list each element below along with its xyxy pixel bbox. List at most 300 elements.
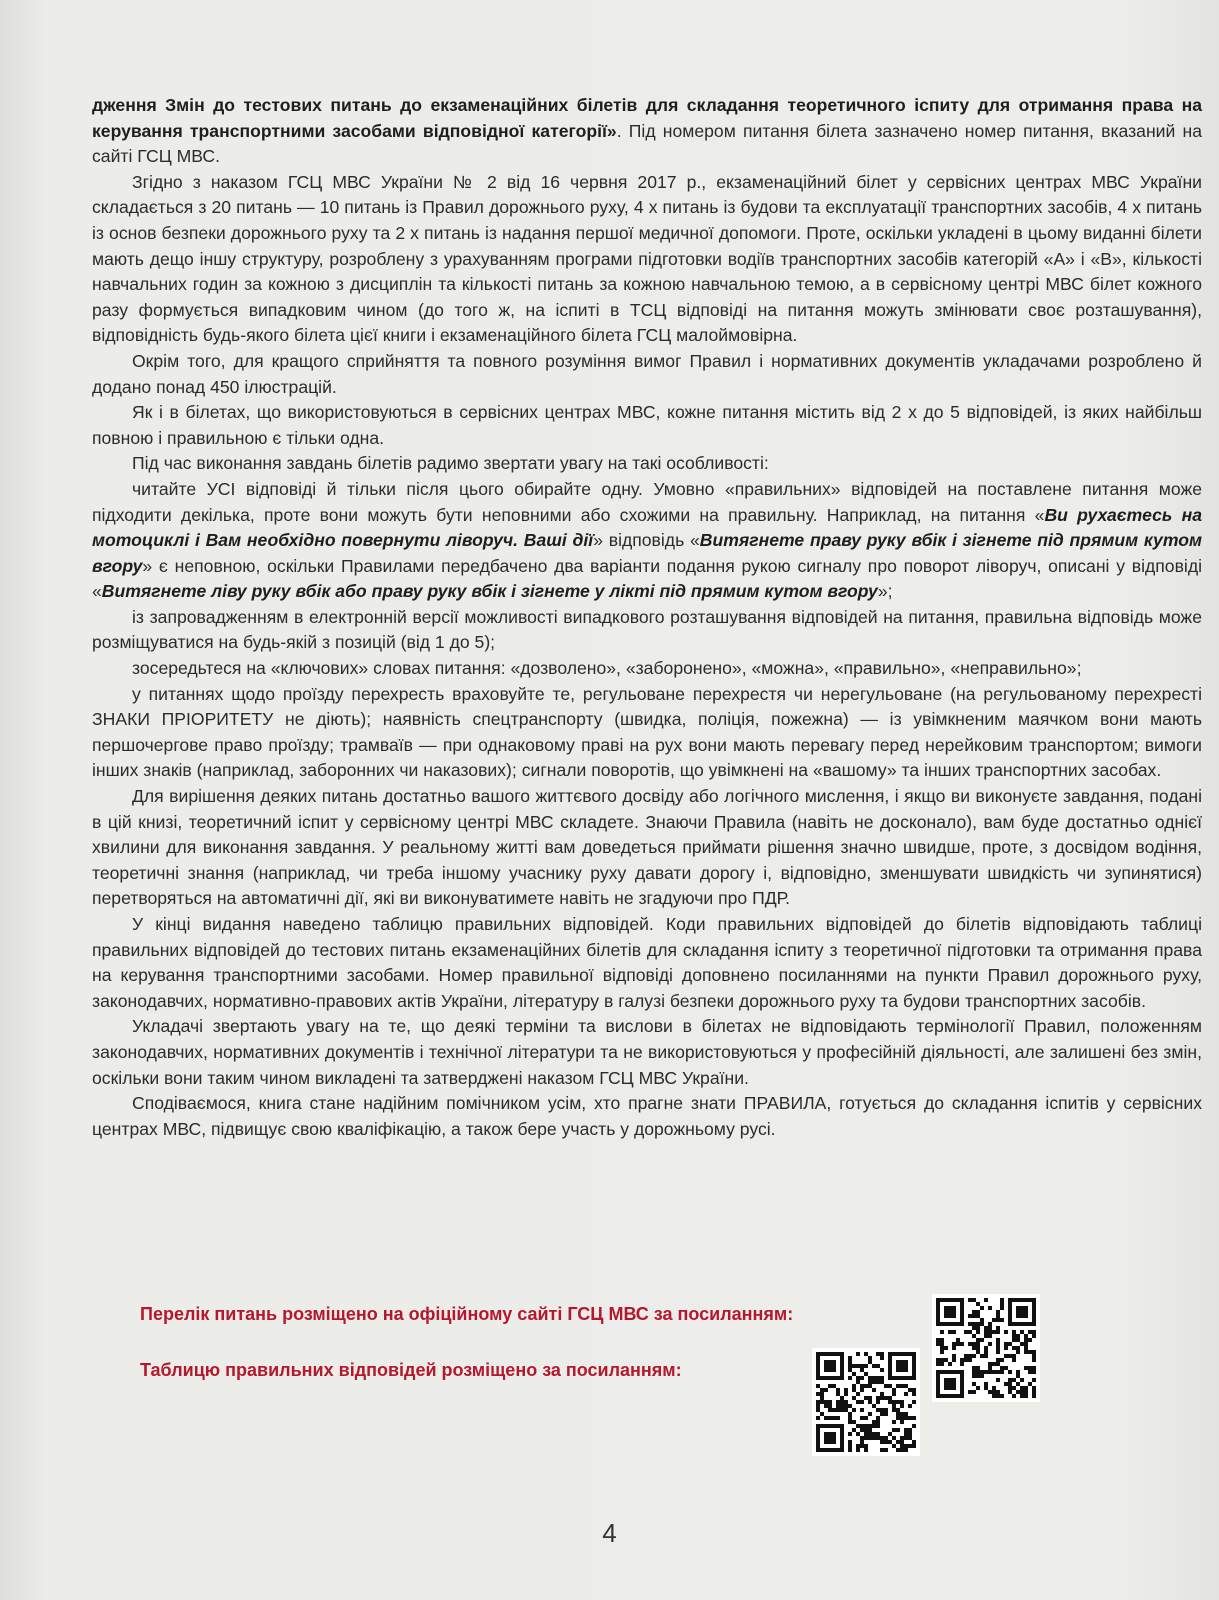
- qr-module: [992, 1370, 996, 1374]
- qr-module: [820, 1412, 824, 1416]
- qr-module: [896, 1384, 900, 1388]
- qr-module: [856, 1392, 860, 1396]
- qr-module: [900, 1440, 904, 1444]
- qr-module: [1008, 1342, 1012, 1346]
- qr-module: [948, 1362, 952, 1366]
- qr-module: [1032, 1390, 1036, 1394]
- qr-module: [860, 1436, 864, 1440]
- qr-module: [1028, 1366, 1032, 1370]
- qr-module: [968, 1390, 972, 1394]
- qr-module: [888, 1384, 892, 1388]
- qr-module: [996, 1362, 1000, 1366]
- qr-finder: [944, 1378, 956, 1390]
- qr-module: [992, 1330, 996, 1334]
- qr-code-icon[interactable]: [932, 1294, 1040, 1402]
- qr-module: [968, 1354, 972, 1358]
- qr-module: [972, 1354, 976, 1358]
- qr-module: [876, 1380, 880, 1384]
- qr-module: [968, 1314, 972, 1318]
- qr-module: [964, 1358, 968, 1362]
- qr-module: [876, 1396, 880, 1400]
- qr-module: [824, 1404, 828, 1408]
- qr-module: [972, 1322, 976, 1326]
- qr-module: [860, 1388, 864, 1392]
- qr-module: [848, 1360, 852, 1364]
- qr-module: [900, 1436, 904, 1440]
- qr-module: [1008, 1386, 1012, 1390]
- qr-module: [1028, 1370, 1032, 1374]
- qr-module: [868, 1396, 872, 1400]
- qr-module: [948, 1330, 952, 1334]
- qr-module: [852, 1408, 856, 1412]
- qr-module: [936, 1358, 940, 1362]
- qr-module: [968, 1298, 972, 1302]
- qr-finder: [824, 1360, 836, 1372]
- qr-module: [844, 1388, 848, 1392]
- qr-module: [860, 1364, 864, 1368]
- qr-module: [1012, 1378, 1016, 1382]
- qr-module: [884, 1384, 888, 1388]
- qr-module: [872, 1376, 876, 1380]
- qr-module: [1004, 1346, 1008, 1350]
- qr-module: [860, 1384, 864, 1388]
- qr-module: [1012, 1358, 1016, 1362]
- qr-module: [996, 1338, 1000, 1342]
- qr-module: [880, 1408, 884, 1412]
- qr-module: [840, 1400, 844, 1404]
- qr-module: [1032, 1330, 1036, 1334]
- p6-italic-answer-2: Витягнете ліву руку вбік або праву руку вбік і зігнете у лікті під прямим кутом вгору: [101, 581, 878, 602]
- qr-module: [824, 1388, 828, 1392]
- qr-module: [852, 1372, 856, 1376]
- qr-module: [828, 1408, 832, 1412]
- qr-module: [828, 1400, 832, 1404]
- qr-module: [896, 1440, 900, 1444]
- qr-module: [1012, 1346, 1016, 1350]
- qr-module: [884, 1448, 888, 1452]
- qr-module: [900, 1384, 904, 1388]
- qr-module: [884, 1408, 888, 1412]
- qr-module: [880, 1412, 884, 1416]
- qr-module: [892, 1444, 896, 1448]
- qr-module: [904, 1384, 908, 1388]
- qr-module: [1032, 1350, 1036, 1354]
- qr-module: [992, 1318, 996, 1322]
- qr-module: [940, 1338, 944, 1342]
- qr-module: [1032, 1354, 1036, 1358]
- qr-module: [984, 1386, 988, 1390]
- qr-module: [992, 1362, 996, 1366]
- qr-module: [872, 1380, 876, 1384]
- qr-module: [972, 1334, 976, 1338]
- qr-module: [972, 1366, 976, 1370]
- qr-module: [976, 1346, 980, 1350]
- qr-module: [984, 1346, 988, 1350]
- qr-module: [848, 1416, 852, 1420]
- qr-module: [856, 1376, 860, 1380]
- qr-module: [868, 1432, 872, 1436]
- qr-module: [868, 1356, 872, 1360]
- qr-module: [1000, 1318, 1004, 1322]
- qr-module: [996, 1326, 1000, 1330]
- qr-module: [844, 1408, 848, 1412]
- qr-module: [892, 1400, 896, 1404]
- qr-module: [860, 1424, 864, 1428]
- qr-module: [892, 1404, 896, 1408]
- qr-module: [832, 1384, 836, 1388]
- qr-module: [972, 1370, 976, 1374]
- qr-module: [872, 1420, 876, 1424]
- qr-module: [900, 1412, 904, 1416]
- qr-module: [1012, 1394, 1016, 1398]
- qr-module: [976, 1366, 980, 1370]
- qr-module: [872, 1424, 876, 1428]
- qr-module: [852, 1420, 856, 1424]
- qr-module: [1000, 1394, 1004, 1398]
- qr-module: [1028, 1338, 1032, 1342]
- qr-module: [996, 1342, 1000, 1346]
- qr-module: [900, 1448, 904, 1452]
- qr-module: [1012, 1386, 1016, 1390]
- qr-module: [940, 1350, 944, 1354]
- qr-module: [940, 1342, 944, 1346]
- p6-text-a: читайте УСІ відповіді й тільки після цього обирайте одну. Умовно «правильних» відповідей на поставлене питання може підходити декілька, проте вони можуть бути неповними або схожими на правильну. Наприклад, на питання «: [92, 478, 1202, 525]
- qr-module: [904, 1392, 908, 1396]
- qr-module: [848, 1444, 852, 1448]
- qr-module: [876, 1436, 880, 1440]
- qr-module: [860, 1440, 864, 1444]
- qr-finder: [1016, 1306, 1028, 1318]
- qr-module: [1000, 1298, 1004, 1302]
- qr-module: [872, 1388, 876, 1392]
- qr-module: [972, 1346, 976, 1350]
- qr-module: [836, 1400, 840, 1404]
- qr-module: [1028, 1350, 1032, 1354]
- qr-module: [860, 1376, 864, 1380]
- qr-module: [1032, 1366, 1036, 1370]
- qr-module: [988, 1362, 992, 1366]
- qr-module: [964, 1330, 968, 1334]
- qr-module: [880, 1376, 884, 1380]
- qr-module: [972, 1342, 976, 1346]
- qr-module: [912, 1444, 916, 1448]
- qr-module: [940, 1346, 944, 1350]
- qr-module: [1020, 1390, 1024, 1394]
- qr-module: [1008, 1382, 1012, 1386]
- qr-module: [860, 1368, 864, 1372]
- qr-module: [912, 1440, 916, 1444]
- qr-module: [840, 1396, 844, 1400]
- qr-module: [988, 1342, 992, 1346]
- qr-module: [972, 1390, 976, 1394]
- qr-module: [1016, 1382, 1020, 1386]
- qr-module: [972, 1298, 976, 1302]
- qr-module: [976, 1330, 980, 1334]
- qr-module: [836, 1388, 840, 1392]
- qr-module: [976, 1326, 980, 1330]
- qr-module: [1004, 1354, 1008, 1358]
- qr-module: [988, 1330, 992, 1334]
- qr-module: [868, 1424, 872, 1428]
- qr-module: [1004, 1366, 1008, 1370]
- qr-module: [872, 1404, 876, 1408]
- qr-module: [1032, 1334, 1036, 1338]
- qr-module: [1000, 1358, 1004, 1362]
- qr-module: [868, 1436, 872, 1440]
- qr-module: [856, 1432, 860, 1436]
- qr-module: [868, 1376, 872, 1380]
- qr-code-answers-icon: [816, 1352, 916, 1452]
- qr-module: [864, 1352, 868, 1356]
- qr-module: [1012, 1330, 1016, 1334]
- qr-module: [852, 1384, 856, 1388]
- qr-module: [984, 1350, 988, 1354]
- qr-module: [848, 1448, 852, 1452]
- qr-module: [860, 1400, 864, 1404]
- qr-finder: [944, 1306, 956, 1318]
- qr-module: [876, 1400, 880, 1404]
- qr-module: [892, 1408, 896, 1412]
- qr-module: [880, 1436, 884, 1440]
- qr-module: [876, 1416, 880, 1420]
- qr-module: [1024, 1350, 1028, 1354]
- qr-module: [828, 1416, 832, 1420]
- qr-module: [976, 1302, 980, 1306]
- qr-module: [912, 1416, 916, 1420]
- qr-module: [864, 1372, 868, 1376]
- qr-module: [912, 1388, 916, 1392]
- qr-module: [848, 1412, 852, 1416]
- qr-module: [860, 1408, 864, 1412]
- p6-text-d: »;: [877, 581, 893, 602]
- qr-module: [980, 1370, 984, 1374]
- qr-module: [984, 1334, 988, 1338]
- qr-module: [988, 1306, 992, 1310]
- qr-module: [984, 1370, 988, 1374]
- qr-module: [908, 1444, 912, 1448]
- qr-module: [996, 1346, 1000, 1350]
- paragraph-10: Для вирішення деяких питань достатньо вашого життєвого досвіду або логічного мислення, і якщо ви виконуєте завдання, подані в цій книзі, теоретичний іспит у сервісному центрі МВС складете. Знаючи Правила (навіть не досконало), вам буде достатньо однієї хвилини для виконання завдання. У реальному житті вам доведеться приймати рішення значно швидше, проте, з досвідом водіння, теоретичні знання (наприклад, чи треба іншому учаснику руху давати дорогу і, відповідно, зменшувати швидкість чи зупинятися) перетворяться на автоматичні дії, які ви виконуватимете навіть не згадуючи про ПДР.: [92, 786, 1202, 909]
- qr-module: [996, 1310, 1000, 1314]
- qr-module: [828, 1404, 832, 1408]
- qr-module: [880, 1352, 884, 1356]
- qr-module: [880, 1448, 884, 1452]
- qr-module: [900, 1416, 904, 1420]
- qr-module: [884, 1412, 888, 1416]
- qr-module: [1008, 1370, 1012, 1374]
- qr-module: [892, 1420, 896, 1424]
- qr-module: [896, 1412, 900, 1416]
- qr-module: [976, 1338, 980, 1342]
- qr-module: [876, 1364, 880, 1368]
- paragraph-4: Як і в білетах, що використовуються в сервісних центрах МВС, кожне питання містить від 2 х до 5 відповідей, із яких найбільш повною і правильною є тільки одна.: [92, 402, 1202, 448]
- qr-module: [1016, 1390, 1020, 1394]
- qr-module: [956, 1342, 960, 1346]
- p6-italic-question: Ви рухаєтесь на мотоциклі і Вам необхідно повернути ліворуч. Ваші дії: [92, 504, 1202, 551]
- qr-module: [832, 1408, 836, 1412]
- qr-module: [864, 1448, 868, 1452]
- paragraph-9: у питаннях щодо проїзду перехресть враховуйте те, регульоване перехрестя чи нерегульоване (на регульованому перехресті ЗНАКИ ПРІОРИТЕТУ не діють); наявність спецтранспорту (швидка, поліція, пожежна) — із увімкненим маячком вони мають першочергове право проїзду; трамваїв — при однаковому праві на рух вони мають перевагу перед нерейковим транспортом; вимоги інших знаків (наприклад, заборонних чи наказових); сигнали поворотів, що увімкнені на «вашому» та інших транспортних засобах.: [92, 683, 1202, 781]
- qr-module: [908, 1432, 912, 1436]
- qr-module: [896, 1448, 900, 1452]
- qr-module: [880, 1356, 884, 1360]
- qr-module: [1008, 1354, 1012, 1358]
- qr-module: [836, 1392, 840, 1396]
- qr-module: [852, 1396, 856, 1400]
- qr-module: [936, 1338, 940, 1342]
- qr-module: [980, 1374, 984, 1378]
- qr-module: [876, 1376, 880, 1380]
- qr-module: [848, 1404, 852, 1408]
- qr-module: [1004, 1382, 1008, 1386]
- qr-module: [1016, 1334, 1020, 1338]
- qr-module: [992, 1394, 996, 1398]
- qr-module: [864, 1396, 868, 1400]
- qr-module: [1024, 1338, 1028, 1342]
- qr-module: [888, 1432, 892, 1436]
- paragraph-1: [92, 93, 1202, 170]
- qr-module: [876, 1352, 880, 1356]
- qr-module: [1016, 1350, 1020, 1354]
- qr-module: [908, 1404, 912, 1408]
- paragraph-1-bold: дження Змін до тестових питань до екзаменаційних білетів для складання теоретичного іспиту для отримання права на керування транспортними засобами відповідної категорії»: [92, 95, 1202, 141]
- qr-module: [844, 1392, 848, 1396]
- qr-module: [940, 1358, 944, 1362]
- qr-module: [972, 1374, 976, 1378]
- qr-module: [816, 1404, 820, 1408]
- qr-module: [912, 1400, 916, 1404]
- qr-module: [996, 1314, 1000, 1318]
- qr-module: [852, 1428, 856, 1432]
- qr-module: [952, 1358, 956, 1362]
- qr-module: [972, 1314, 976, 1318]
- answers-table-link-label: Таблицю правильних відповідей розміщено за посиланням:: [140, 1360, 682, 1380]
- qr-module: [904, 1444, 908, 1448]
- qr-module: [848, 1432, 852, 1436]
- qr-module: [876, 1420, 880, 1424]
- qr-module: [904, 1428, 908, 1432]
- qr-module: [976, 1386, 980, 1390]
- qr-module: [836, 1404, 840, 1408]
- qr-module: [884, 1436, 888, 1440]
- qr-module: [892, 1392, 896, 1396]
- qr-module: [1032, 1378, 1036, 1382]
- qr-module: [864, 1384, 868, 1388]
- qr-module: [952, 1354, 956, 1358]
- qr-module: [876, 1432, 880, 1436]
- qr-module: [872, 1432, 876, 1436]
- qr-module: [880, 1380, 884, 1384]
- qr-module: [988, 1326, 992, 1330]
- qr-module: [1000, 1302, 1004, 1306]
- qr-module: [952, 1330, 956, 1334]
- qr-finder: [824, 1432, 836, 1444]
- qr-module: [868, 1384, 872, 1388]
- qr-module: [860, 1444, 864, 1448]
- qr-module: [888, 1396, 892, 1400]
- qr-module: [844, 1400, 848, 1404]
- qr-module: [968, 1342, 972, 1346]
- qr-module: [1024, 1346, 1028, 1350]
- qr-module: [1012, 1354, 1016, 1358]
- qr-module: [824, 1416, 828, 1420]
- qr-module: [848, 1440, 852, 1444]
- qr-module: [968, 1322, 972, 1326]
- qr-module: [864, 1432, 868, 1436]
- qr-module: [996, 1370, 1000, 1374]
- qr-module: [1024, 1386, 1028, 1390]
- qr-module: [1024, 1342, 1028, 1346]
- qr-module: [976, 1374, 980, 1378]
- qr-module: [936, 1342, 940, 1346]
- qr-module: [1008, 1378, 1012, 1382]
- qr-module: [1020, 1378, 1024, 1382]
- paragraph-13: Сподіваємося, книга стане надійним помічником усім, хто прагне знати ПРАВИЛА, готується до складання іспитів у сервісних центрах МВС, підвищує свою кваліфікацію, а також бере участь у дорожньому русі.: [92, 1093, 1202, 1139]
- qr-module: [1016, 1374, 1020, 1378]
- qr-module: [1024, 1394, 1028, 1398]
- qr-module: [824, 1400, 828, 1404]
- qr-module: [988, 1334, 992, 1338]
- qr-module: [984, 1354, 988, 1358]
- qr-module: [816, 1392, 820, 1396]
- qr-module: [984, 1330, 988, 1334]
- qr-module: [1032, 1370, 1036, 1374]
- qr-module: [856, 1424, 860, 1428]
- paragraph-1-rest: . Під номером питання білета зазначено номер питання, вказаний на сайті ГСЦ МВС.: [92, 120, 1202, 167]
- qr-module: [864, 1428, 868, 1432]
- qr-code-questions-icon: [936, 1298, 1036, 1398]
- qr-module: [892, 1388, 896, 1392]
- qr-module: [1000, 1366, 1004, 1370]
- qr-module: [900, 1400, 904, 1404]
- paragraph-12: Укладачі звертають увагу на те, що деякі терміни та вислови в білетах не відповідають термінології Правил, положенням законодавчих, нормативних документів і технічної літератури та не використовуються у професійній діяльності, але залишені без змін, оскільки вони таким чином викладені та затверджені наказом ГСЦ МВС України.: [92, 1016, 1202, 1088]
- qr-module: [856, 1448, 860, 1452]
- qr-module: [972, 1382, 976, 1386]
- qr-module: [856, 1352, 860, 1356]
- qr-module: [980, 1318, 984, 1322]
- qr-module: [912, 1392, 916, 1396]
- qr-module: [820, 1392, 824, 1396]
- qr-module: [1020, 1342, 1024, 1346]
- p6-text-c: » є неповною, оскільки Правилами передбачено два варіанти подання рукою сигналу про поворот ліворуч, описані у відповіді «: [92, 555, 1202, 602]
- qr-module: [1016, 1338, 1020, 1342]
- qr-module: [848, 1364, 852, 1368]
- paragraph-6: [92, 477, 1202, 605]
- qr-module: [972, 1326, 976, 1330]
- qr-module: [908, 1436, 912, 1440]
- qr-module: [860, 1416, 864, 1420]
- qr-module: [904, 1412, 908, 1416]
- qr-module: [1016, 1370, 1020, 1374]
- qr-module: [856, 1380, 860, 1384]
- qr-module: [944, 1358, 948, 1362]
- qr-module: [1032, 1394, 1036, 1398]
- qr-module: [1012, 1334, 1016, 1338]
- qr-module: [888, 1400, 892, 1404]
- qr-module: [980, 1338, 984, 1342]
- qr-module: [816, 1416, 820, 1420]
- qr-code-icon[interactable]: [812, 1348, 920, 1456]
- qr-module: [1032, 1386, 1036, 1390]
- qr-module: [904, 1416, 908, 1420]
- qr-module: [980, 1322, 984, 1326]
- qr-module: [1020, 1394, 1024, 1398]
- qr-module: [868, 1360, 872, 1364]
- qr-module: [864, 1364, 868, 1368]
- qr-module: [996, 1318, 1000, 1322]
- qr-module: [992, 1390, 996, 1394]
- qr-module: [880, 1368, 884, 1372]
